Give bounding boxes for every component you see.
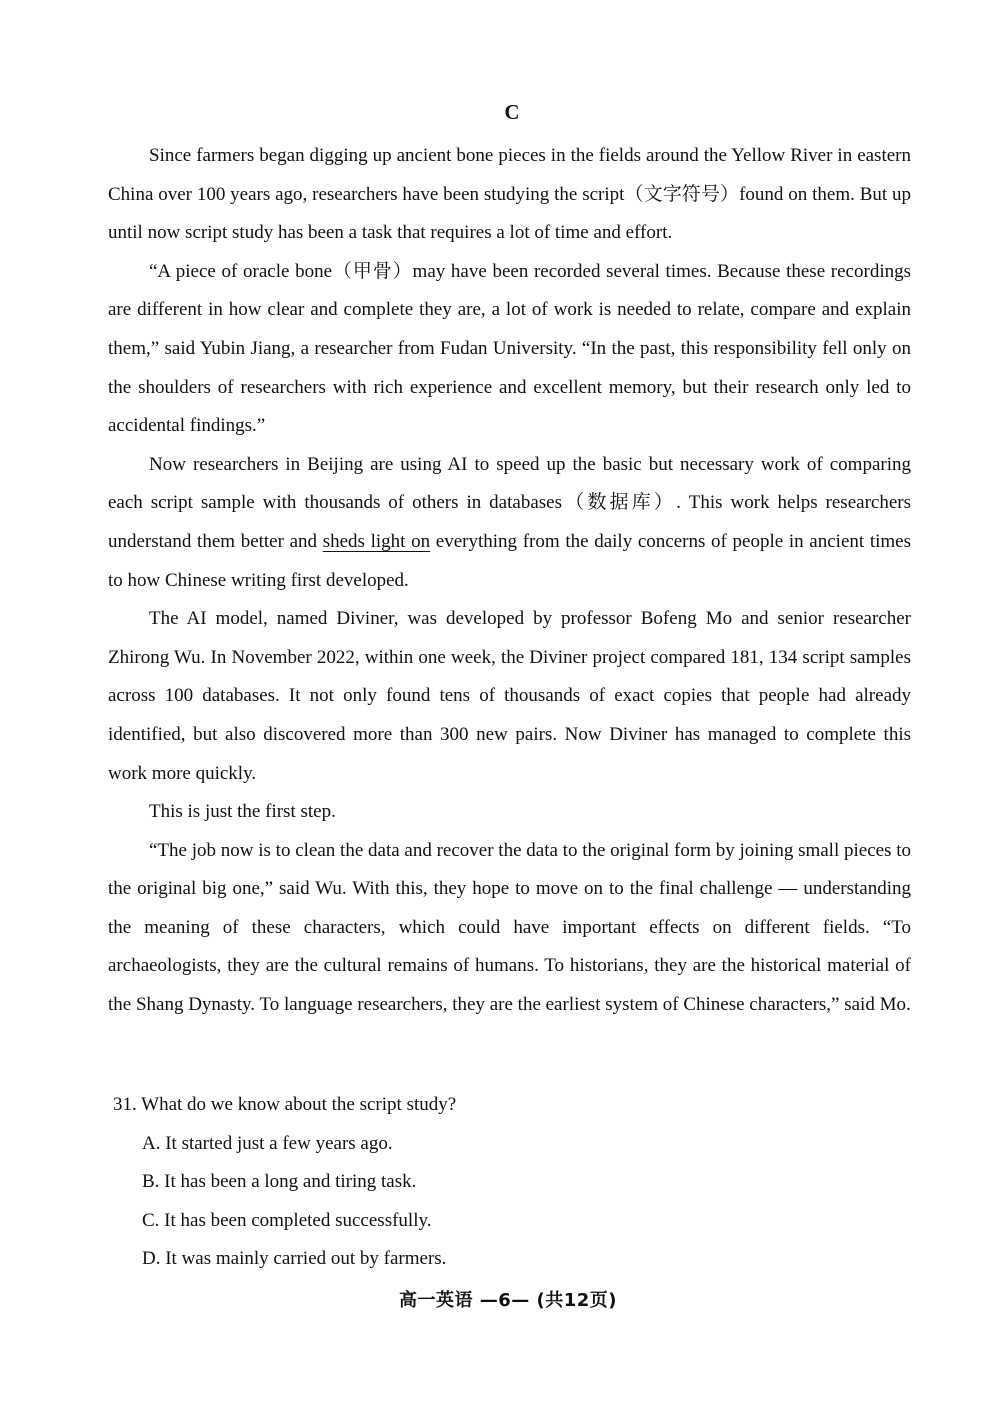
paragraph-5: This is just the first step. xyxy=(149,801,336,823)
reading-passage xyxy=(108,137,911,1025)
paragraph-2: “A piece of oracle bone（甲骨）may have been recorded several times. Because these recordings are different in how clear and complete they are, a lot of work is needed to relate, compare and explain them,” said Yubin Jiang, a researcher from Fudan University. “In the past, this responsibility fell only on the shoulders of researchers with rich experience and excellent memory, but their research only led to accidental findings.” xyxy=(108,260,911,437)
option-a: A. It started just a few years ago. xyxy=(142,1132,393,1154)
option-d: D. It was mainly carried out by farmers. xyxy=(142,1248,447,1270)
paragraph-4: The AI model, named Diviner, was developed by professor Bofeng Mo and senior researcher Zhirong Wu. In November 2022, within one week, the Diviner project compared 181, 134 script samples across 100 databases. It not only found tens of thousands of exact copies that people had already identified, but also discovered more than 300 new pairs. Now Diviner has managed to complete this work more quickly. xyxy=(108,608,911,784)
paragraph-3-part-2: everything from the daily concerns of people in ancient times to how Chinese writing first developed. xyxy=(108,530,911,591)
page-footer: 高一英语 —6— (共12页) xyxy=(398,1290,618,1311)
option-b: B. It has been a long and tiring task. xyxy=(142,1171,417,1193)
question-stem: 31. What do we know about the script study? xyxy=(113,1094,457,1115)
paragraph-1: Since farmers began digging up ancient bone pieces in the fields around the Yellow River in eastern China over 100 years ago, researchers have been studying the script（文字符号）found on them. But up until now script study has been a task that requires a lot of time and effort. xyxy=(108,145,911,244)
paragraph-3-part-1: Now researchers in Beijing are using AI to speed up the basic but necessary work of comparing each script sample with thousands of others in databases（数据库）. This work helps researchers understand them better and xyxy=(108,453,911,552)
paragraph-6: “The job now is to clean the data and recover the data to the original form by joining small pieces to the original big one,” said Wu. With this, they hope to move on to the final challenge — understanding the meaning of these characters, which could have important effects on different fields. “To archaeologists, they are the cultural remains of humans. To historians, they are the historical material of the Shang Dynasty. To language researchers, they are the earliest system of Chinese characters,” said Mo. xyxy=(108,839,911,1016)
option-c: C. It has been completed successfully. xyxy=(142,1209,432,1231)
question-31 xyxy=(113,1086,903,1279)
section-heading: C xyxy=(504,100,520,124)
underlined-phrase: sheds light on xyxy=(322,530,431,552)
paragraph-3 xyxy=(108,446,911,600)
